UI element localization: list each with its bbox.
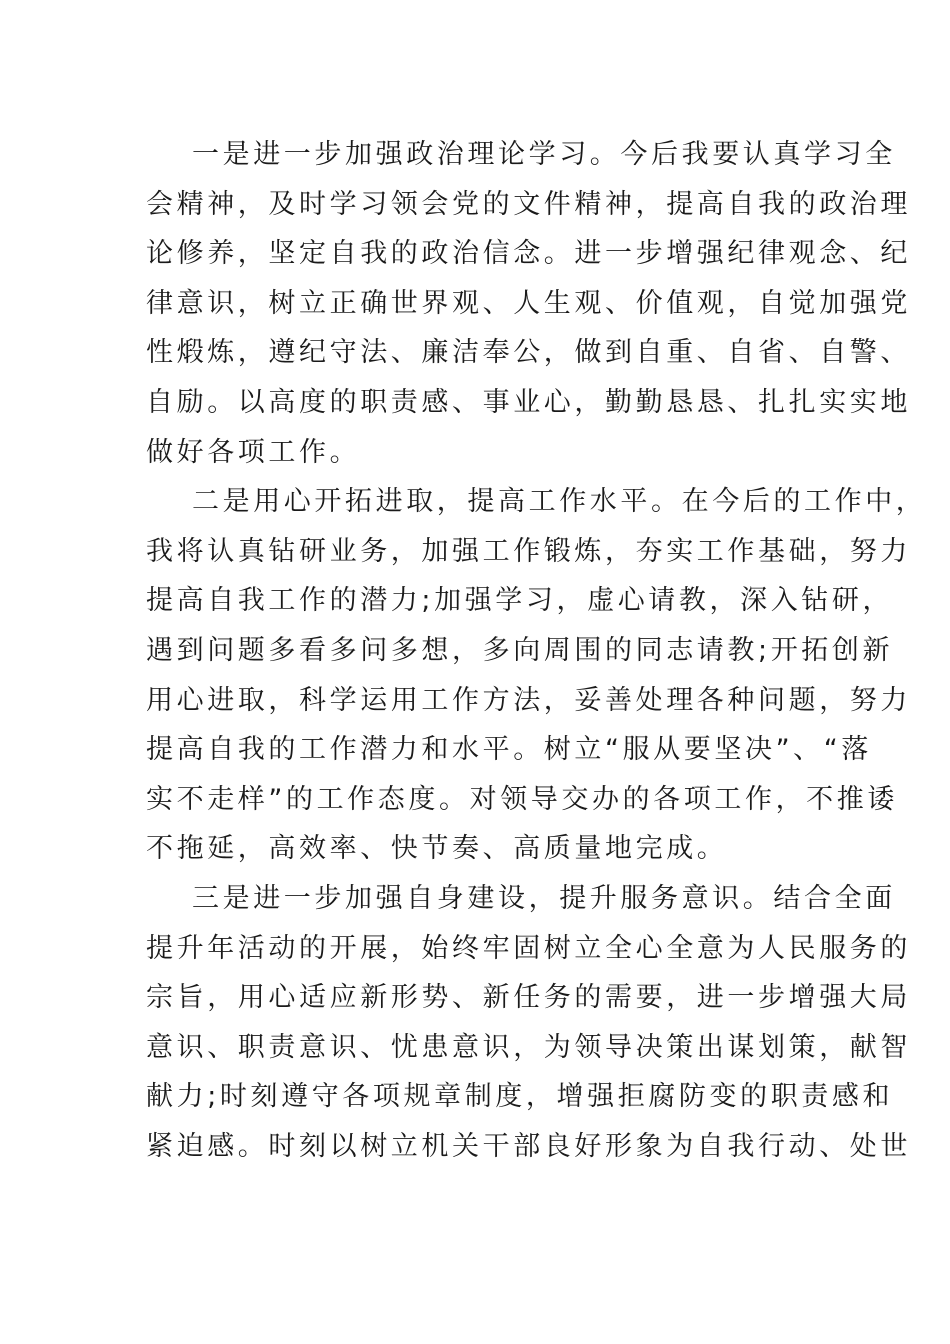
text-line: 宗旨，用心适应新形势、新任务的需要，进一步增强大局: [146, 982, 911, 1014]
text-line: 意识、职责意识、忧患意识，为领导决策出谋划策，献智: [146, 1031, 911, 1063]
text-line: 不拖延，高效率、快节奏、高质量地完成。: [146, 833, 728, 865]
text-line: 提高自我工作的潜力;加强学习，虚心请教，深入钻研，: [146, 585, 894, 617]
text-line: 一是进一步加强政治理论学习。今后我要认真学习全: [192, 139, 896, 170]
text-line: 二是用心开拓进取，提高工作水平。在今后的工作中，: [192, 486, 927, 518]
text-line: 我将认真钻研业务，加强工作锻炼，夯实工作基础，努力: [146, 535, 911, 567]
text-line: 献力;时刻遵守各项规章制度，增强拒腐防变的职责感和: [146, 1081, 894, 1113]
text-line: 三是进一步加强自身建设，提升服务意识。结合全面: [192, 882, 896, 914]
text-line: 会精神，及时学习领会党的文件精神，提高自我的政治理: [146, 188, 911, 220]
text-line: 提升年活动的开展，始终牢固树立全心全意为人民服务的: [146, 932, 911, 964]
text-line: 自励。以高度的职责感、事业心，勤勤恳恳、扎扎实实地: [146, 386, 911, 418]
text-line: 紧迫感。时刻以树立机关干部良好形象为自我行动、处世: [146, 1130, 911, 1162]
text-line: 性煅炼，遵纪守法、廉洁奉公，做到自重、自省、自警、: [146, 337, 911, 369]
document-body: [146, 130, 927, 1171]
text-line: 提高自我的工作潜力和水平。树立“服从要坚决”、“落: [146, 734, 872, 766]
text-line: 用心进取，科学运用工作方法，妥善处理各种问题，努力: [146, 684, 911, 716]
text-line: 做好各项工作。: [146, 436, 361, 468]
text-line: 论修养，坚定自我的政治信念。进一步增强纪律观念、纪: [146, 238, 911, 270]
text-line: 实不走样”的工作态度。对领导交办的各项工作，不推诿: [146, 783, 898, 815]
text-line: 遇到问题多看多问多想，多向周围的同志请教;开拓创新: [146, 634, 894, 666]
paragraph-2: [146, 477, 927, 874]
paragraph-1: [146, 130, 911, 477]
paragraph-3: [146, 874, 911, 1172]
text-line: 律意识，树立正确世界观、人生观、价值观，自觉加强党: [146, 287, 911, 319]
